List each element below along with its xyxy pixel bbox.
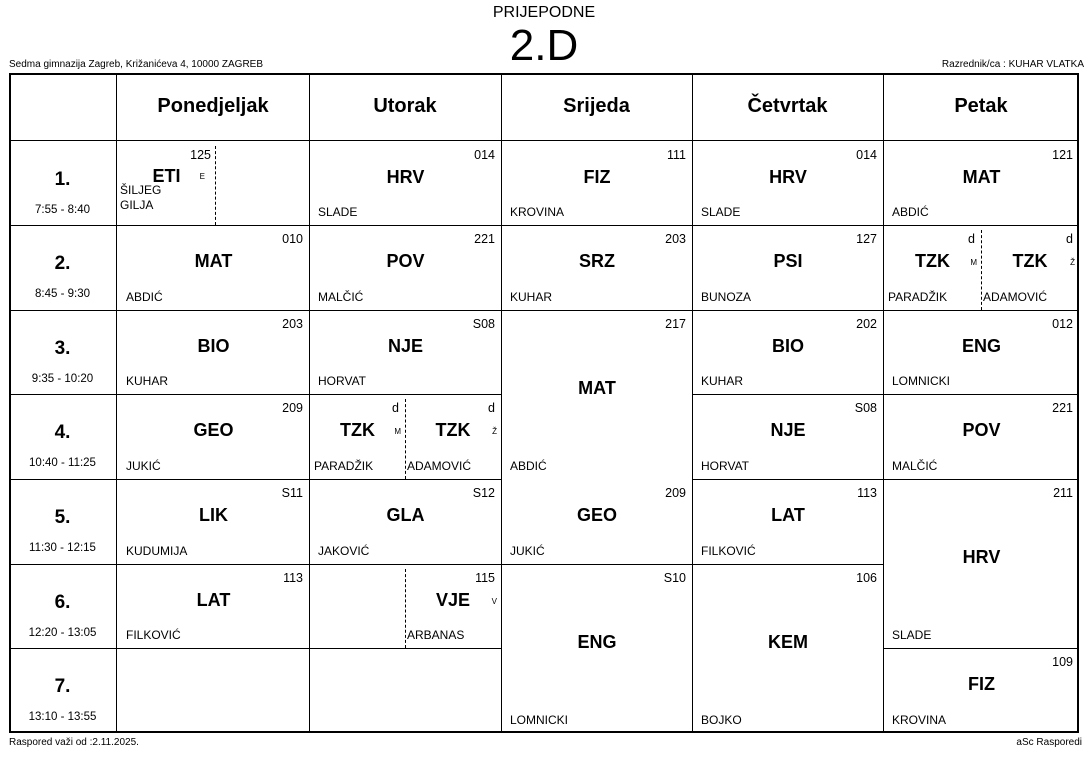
grid-line [9,140,1079,141]
lesson-fri3[interactable] [884,311,1079,394]
teacher-name: ABDIĆ [510,459,547,473]
room-number: 106 [856,571,877,585]
period-time: 12:20 - 13:05 [28,627,97,639]
split-divider [405,569,406,648]
grid-line [9,648,117,649]
room-number: S10 [663,571,686,585]
period-time: 9:35 - 10:20 [31,373,94,385]
school-info: Sedma gimnazija Zagreb, Križanićeva 4, 10000 ZAGREB [9,59,264,70]
grid-line [116,73,117,733]
subject: SRZ [579,251,615,271]
teacher-name: ABDIĆ [126,290,163,304]
subject: BIO [197,335,230,356]
room-number: 014 [856,148,877,162]
lesson-thu1[interactable] [693,142,883,225]
teacher-name: ŠILJEG [120,183,162,197]
lesson-thu5[interactable] [693,480,883,564]
lesson-wed1[interactable] [502,142,692,225]
room-number: d [968,232,975,246]
teacher-name: MALČIĆ [892,459,938,473]
subject: MAT [962,166,1001,187]
subject: HRV [962,547,1001,567]
teacher-name: PARADŽIK [888,290,948,304]
grid-line [9,479,117,480]
period-number: 1. [54,169,71,190]
room-number: 209 [282,401,303,415]
period-time: 10:40 - 11:25 [29,457,96,469]
teacher-name: JUKIĆ [126,459,161,473]
teacher-name: KUHAR [510,290,553,304]
teacher-name: KUHAR [701,374,744,388]
subject: HRV [769,166,807,187]
teacher-name: FILKOVIĆ [126,628,181,642]
room-number: d [1066,232,1073,246]
teacher-name: BOJKO [701,713,742,727]
day-header: Srijeda [563,95,630,117]
teacher-name: JAKOVIĆ [318,544,370,558]
room-number: 113 [857,486,877,500]
room-number: 111 [666,148,686,162]
split-divider [981,230,982,310]
period-time: 13:10 - 13:55 [28,711,97,723]
room-number: 115 [475,571,495,585]
grid-line [9,225,117,226]
teacher-name: KUHAR [126,374,169,388]
subject: HRV [386,166,425,187]
room-number: 202 [856,317,877,331]
room-number: 217 [665,317,686,331]
subject: MAT [578,378,616,398]
teacher-name: HORVAT [701,459,750,473]
subject: MAT [194,251,233,271]
room-number: S12 [472,486,495,500]
subject: POV [386,251,425,271]
subject: ENG [577,632,617,652]
teacher-name: ADAMOVIĆ [407,459,472,473]
day-header: Utorak [373,95,437,117]
lesson-mon1[interactable] [118,142,215,225]
lesson-tue2[interactable] [310,226,501,310]
room-number: 209 [665,486,686,500]
lesson-thu3[interactable] [693,311,883,394]
lesson-mon3[interactable] [118,311,309,394]
grid-line [9,310,117,311]
room-number: S11 [281,486,303,500]
day-header: Petak [954,95,1008,117]
lesson-fri4[interactable] [884,395,1079,479]
room-number: 121 [1052,148,1073,162]
room-number: 211 [1053,486,1073,500]
grid-line [9,73,1079,75]
group-mark: V [491,596,497,606]
grid-line [117,648,309,649]
teacher-name: BUNOZA [701,290,752,304]
lesson-thu67[interactable] [693,565,883,733]
period-number: 6. [54,592,71,613]
subject: ENG [961,335,1001,356]
room-number: d [392,401,399,415]
subject: TZK [915,251,950,271]
room-number: S08 [472,317,495,331]
group-mark: E [199,172,205,181]
room-number: d [488,401,495,415]
grid-line [9,394,117,395]
lesson-mon4[interactable] [118,395,309,479]
subject: POV [962,420,1001,440]
teacher-name: ABDIĆ [892,205,929,219]
day-header: Četvrtak [747,95,828,117]
room-number: 127 [856,232,877,246]
teacher-name: LOMNICKI [892,374,951,388]
subject: TZK [340,420,375,440]
timetable-grid [9,73,1079,733]
subject: LAT [196,589,231,610]
lesson-tue5[interactable] [310,480,501,564]
teacher-name: KUDUMIJA [126,544,188,558]
lesson-fri56[interactable] [884,480,1079,648]
subject: GEO [576,505,617,525]
period-time: 8:45 - 9:30 [35,288,90,300]
room-number: S08 [854,401,877,415]
subject: KEM [768,632,808,652]
period-number: 5. [54,507,71,528]
room-number: 203 [665,232,686,246]
lesson-tue4a[interactable] [310,395,405,479]
valid-from: Raspored važi od :2.11.2025. [9,737,139,748]
group-mark: Ž [492,427,497,436]
teacher-name: JUKIĆ [510,544,545,558]
grid-line [309,648,501,649]
period-number: 3. [54,338,71,359]
lesson-wed2[interactable] [502,226,692,310]
teacher-name: MALČIĆ [318,290,364,304]
teacher-name: KROVINA [892,713,947,727]
group-mark: Ž [1070,258,1075,267]
teacher-name: ADAMOVIĆ [983,290,1048,304]
lesson-fri2b[interactable] [981,226,1079,310]
lesson-fri7[interactable] [884,649,1079,733]
teacher-name: SLADE [701,205,741,219]
teacher-name: KROVINA [510,205,565,219]
lesson-wed5[interactable] [502,480,692,564]
subject: GLA [386,505,425,525]
lesson-mon5[interactable] [118,480,309,564]
class-name: 2.D [509,21,579,70]
lesson-tue1[interactable] [310,142,501,225]
teacher-name: GILJA [120,198,154,212]
teacher-name: ARBANAS [407,628,465,642]
period-time: 7:55 - 8:40 [35,204,90,216]
room-number: 109 [1052,655,1073,669]
room-number: 012 [1052,317,1073,331]
grid-line [9,564,117,565]
subject: ETI [152,166,181,186]
group-mark: M [970,258,977,267]
subject: LIK [199,505,228,525]
subject: TZK [1012,251,1048,271]
room-number: 221 [474,232,495,246]
teacher-name: FILKOVIĆ [701,544,756,558]
subject: FIZ [583,166,611,187]
period-number: 2. [54,253,71,274]
subject: PSI [773,251,803,271]
subject: GEO [193,420,234,440]
shift-label: PRIJEPODNE [492,4,596,21]
lesson-tue4b[interactable] [405,395,501,479]
subject: NJE [387,335,423,356]
room-number: 014 [474,148,495,162]
subject: VJE [435,589,471,610]
subject: TZK [435,420,471,440]
day-header: Ponedjeljak [157,95,269,117]
lesson-thu4[interactable] [693,395,883,479]
lesson-fri2a[interactable] [884,226,981,310]
teacher-name: LOMNICKI [510,713,569,727]
lesson-tue6[interactable] [405,565,501,648]
lesson-mon2[interactable] [118,226,309,310]
room-number: 113 [283,571,303,585]
subject: FIZ [968,674,995,694]
lesson-tue3[interactable] [310,311,501,394]
lesson-wed67[interactable] [502,565,692,733]
period-time: 11:30 - 12:15 [29,542,96,554]
period-number: 7. [54,676,71,697]
lesson-wed34[interactable] [502,311,692,479]
subject: NJE [770,420,806,440]
subject: BIO [771,335,804,356]
teacher-name: HORVAT [318,374,367,388]
teacher-name: PARADŽIK [314,459,374,473]
lesson-fri1[interactable] [884,142,1079,225]
class-teacher: Razrednik/ca : KUHAR VLATKA [941,59,1084,70]
lesson-mon6[interactable] [118,565,309,648]
room-number: 203 [282,317,303,331]
teacher-name: SLADE [892,628,932,642]
lesson-thu2[interactable] [693,226,883,310]
subject: LAT [771,505,805,525]
room-number: 010 [282,232,303,246]
split-divider [215,146,216,225]
teacher-name: SLADE [318,205,358,219]
room-number: 125 [190,148,211,162]
period-number: 4. [54,422,71,443]
split-divider [405,399,406,479]
software-credit: aSc Rasporedi [1016,737,1082,748]
group-mark: M [394,427,401,436]
room-number: 221 [1052,401,1073,415]
